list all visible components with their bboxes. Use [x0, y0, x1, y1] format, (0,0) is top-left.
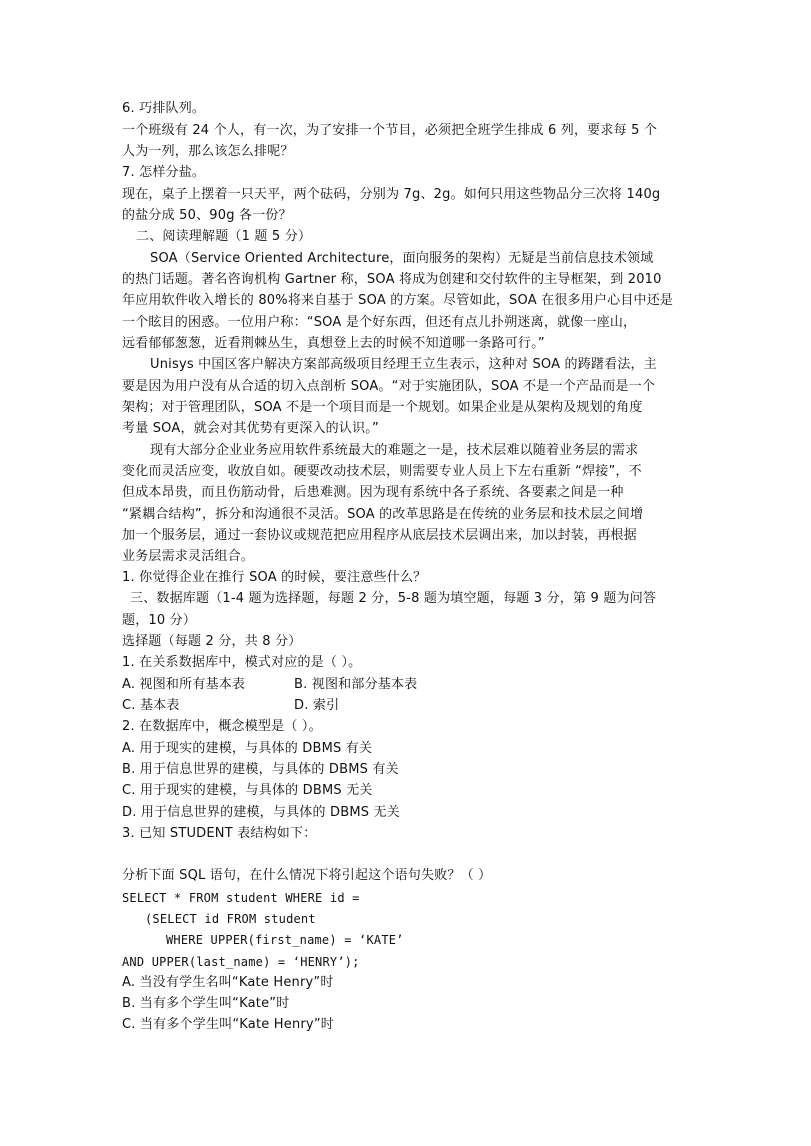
q7-text-line2: 的盐分成 50、90g 各一份？	[122, 208, 292, 223]
reading-p3-line: 现有大部分企业业务应用软件系统最大的难题之一是，技术层难以随着业务层的需求	[150, 443, 639, 458]
db-q3-option-a: A. 当没有学生名叫“Kate Henry”时	[122, 975, 334, 990]
db-q2-stem: 2. 在数据库中，概念模型是（ ）。	[122, 719, 322, 734]
db-q1-stem: 1. 在关系数据库中，模式对应的是（ ）。	[122, 655, 362, 670]
reading-p2-line: 考量 SOA，就会对其优势有更深入的认识。”	[122, 421, 379, 436]
db-q3-stem: 3. 已知 STUDENT 表结构如下：	[122, 826, 317, 841]
sql-line: SELECT * FROM student WHERE id =	[122, 891, 360, 905]
reading-p2-line: 架构；对于管理团队，SOA 不是一个项目而是一个规划。如果企业是从架构及规划的角度	[122, 400, 643, 415]
reading-p2-line: Unisys 中国区客户解决方案部高级项目经理王立生表示，这种对 SOA 的踌躇看法，主	[150, 357, 657, 372]
sql-line: (SELECT id FROM student	[145, 912, 316, 926]
reading-p3-line: “紧耦合结构”，拆分和沟通很不灵活。SOA 的改革思路是在传统的业务层和技术层之间增	[122, 507, 644, 522]
reading-heading: 二、阅读理解题（1 题 5 分）	[136, 229, 312, 244]
db-q2-option-c: C. 用于现实的建模，与具体的 DBMS 无关	[122, 783, 373, 798]
reading-p1-line: 年应用软件收入增长的 80%将来自基于 SOA 的方案。尽管如此，SOA 在很多用户心目中还是	[122, 293, 674, 308]
reading-p2-line: 要是因为用户没有从合适的切入点剖析 SOA。“对于实施团队，SOA 不是一个产品而是一个	[122, 379, 656, 394]
reading-p1-line: SOA（Service Oriented Architecture，面向服务的架构）无疑是当前信息技术领域	[150, 251, 654, 266]
q6-text-line2: 人为一列，那么该怎么排呢？	[122, 144, 294, 159]
reading-p1-line: 的热门话题。著名咨询机构 Gartner 称，SOA 将成为创建和交付软件的主导框架，到 2010	[122, 272, 662, 287]
db-q1-option-d: D. 索引	[294, 698, 340, 713]
db-q3-analysis: 分析下面 SQL 语句，在什么情况下将引起这个语句失败？（ ）	[122, 868, 492, 883]
reading-p3-line: 业务层需求灵活组合。	[122, 549, 255, 564]
choice-heading: 选择题（每题 2 分，共 8 分）	[122, 634, 302, 649]
q7-title: 7. 怎样分盐。	[122, 165, 206, 180]
reading-p1-line: 远看郁郁葱葱，近看荆棘丛生，真想登上去的时候不知道哪一条路可行。”	[122, 336, 545, 351]
reading-p3-line: 加一个服务层，通过一套协议或规范把应用程序从底层技术层调出来，加以封装，再根据	[122, 528, 637, 543]
db-q1-option-a: A. 视图和所有基本表	[122, 677, 246, 692]
reading-p3-line: 但成本昂贵，而且伤筋动骨，后患难测。因为现有系统中各子系统、各要素之间是一种	[122, 485, 624, 500]
db-q2-option-d: D. 用于信息世界的建模，与具体的 DBMS 无关	[122, 805, 400, 820]
db-q1-option-c: C. 基本表	[122, 698, 180, 713]
q6-title: 6. 巧排队列。	[122, 101, 206, 116]
q7-text-line1: 现在，桌子上摆着一只天平，两个砝码，分别为 7g、2g。如何只用这些物品分三次将 140g	[122, 187, 661, 202]
q6-text-line1: 一个班级有 24 个人，有一次，为了安排一个节目，必须把全班学生排成 6 列，要求每 5 个	[122, 123, 658, 138]
sql-line: WHERE UPPER(first_name) = ‘KATE’	[166, 933, 404, 947]
db-q2-option-b: B. 用于信息世界的建模，与具体的 DBMS 有关	[122, 762, 399, 777]
db-q3-option-b: B. 当有多个学生叫“Kate”时	[122, 996, 290, 1011]
reading-p1-line: 一个眩目的困惑。一位用户称：“SOA 是个好东西，但还有点儿扑朔迷离，就像一座山，	[122, 315, 637, 330]
sql-line: AND UPPER(last_name) = ‘HENRY’);	[122, 955, 360, 969]
db-q3-option-c: C. 当有多个学生叫“Kate Henry”时	[122, 1017, 334, 1032]
database-heading-line1: 三、数据库题（1-4 题为选择题，每题 2 分，5-8 题为填空题，每题 3 分，第 9 题为问答	[130, 591, 657, 606]
database-heading-line2: 题，10 分）	[122, 613, 197, 628]
reading-question: 1. 你觉得企业在推行 SOA 的时候，要注意些什么？	[122, 570, 427, 585]
db-q2-option-a: A. 用于现实的建模，与具体的 DBMS 有关	[122, 741, 373, 756]
reading-p3-line: 变化而灵活应变，收放自如。硬要改动技术层，则需要专业人员上下左右重新 “焊接”，不	[122, 464, 642, 479]
db-q1-option-b: B. 视图和部分基本表	[294, 677, 418, 692]
